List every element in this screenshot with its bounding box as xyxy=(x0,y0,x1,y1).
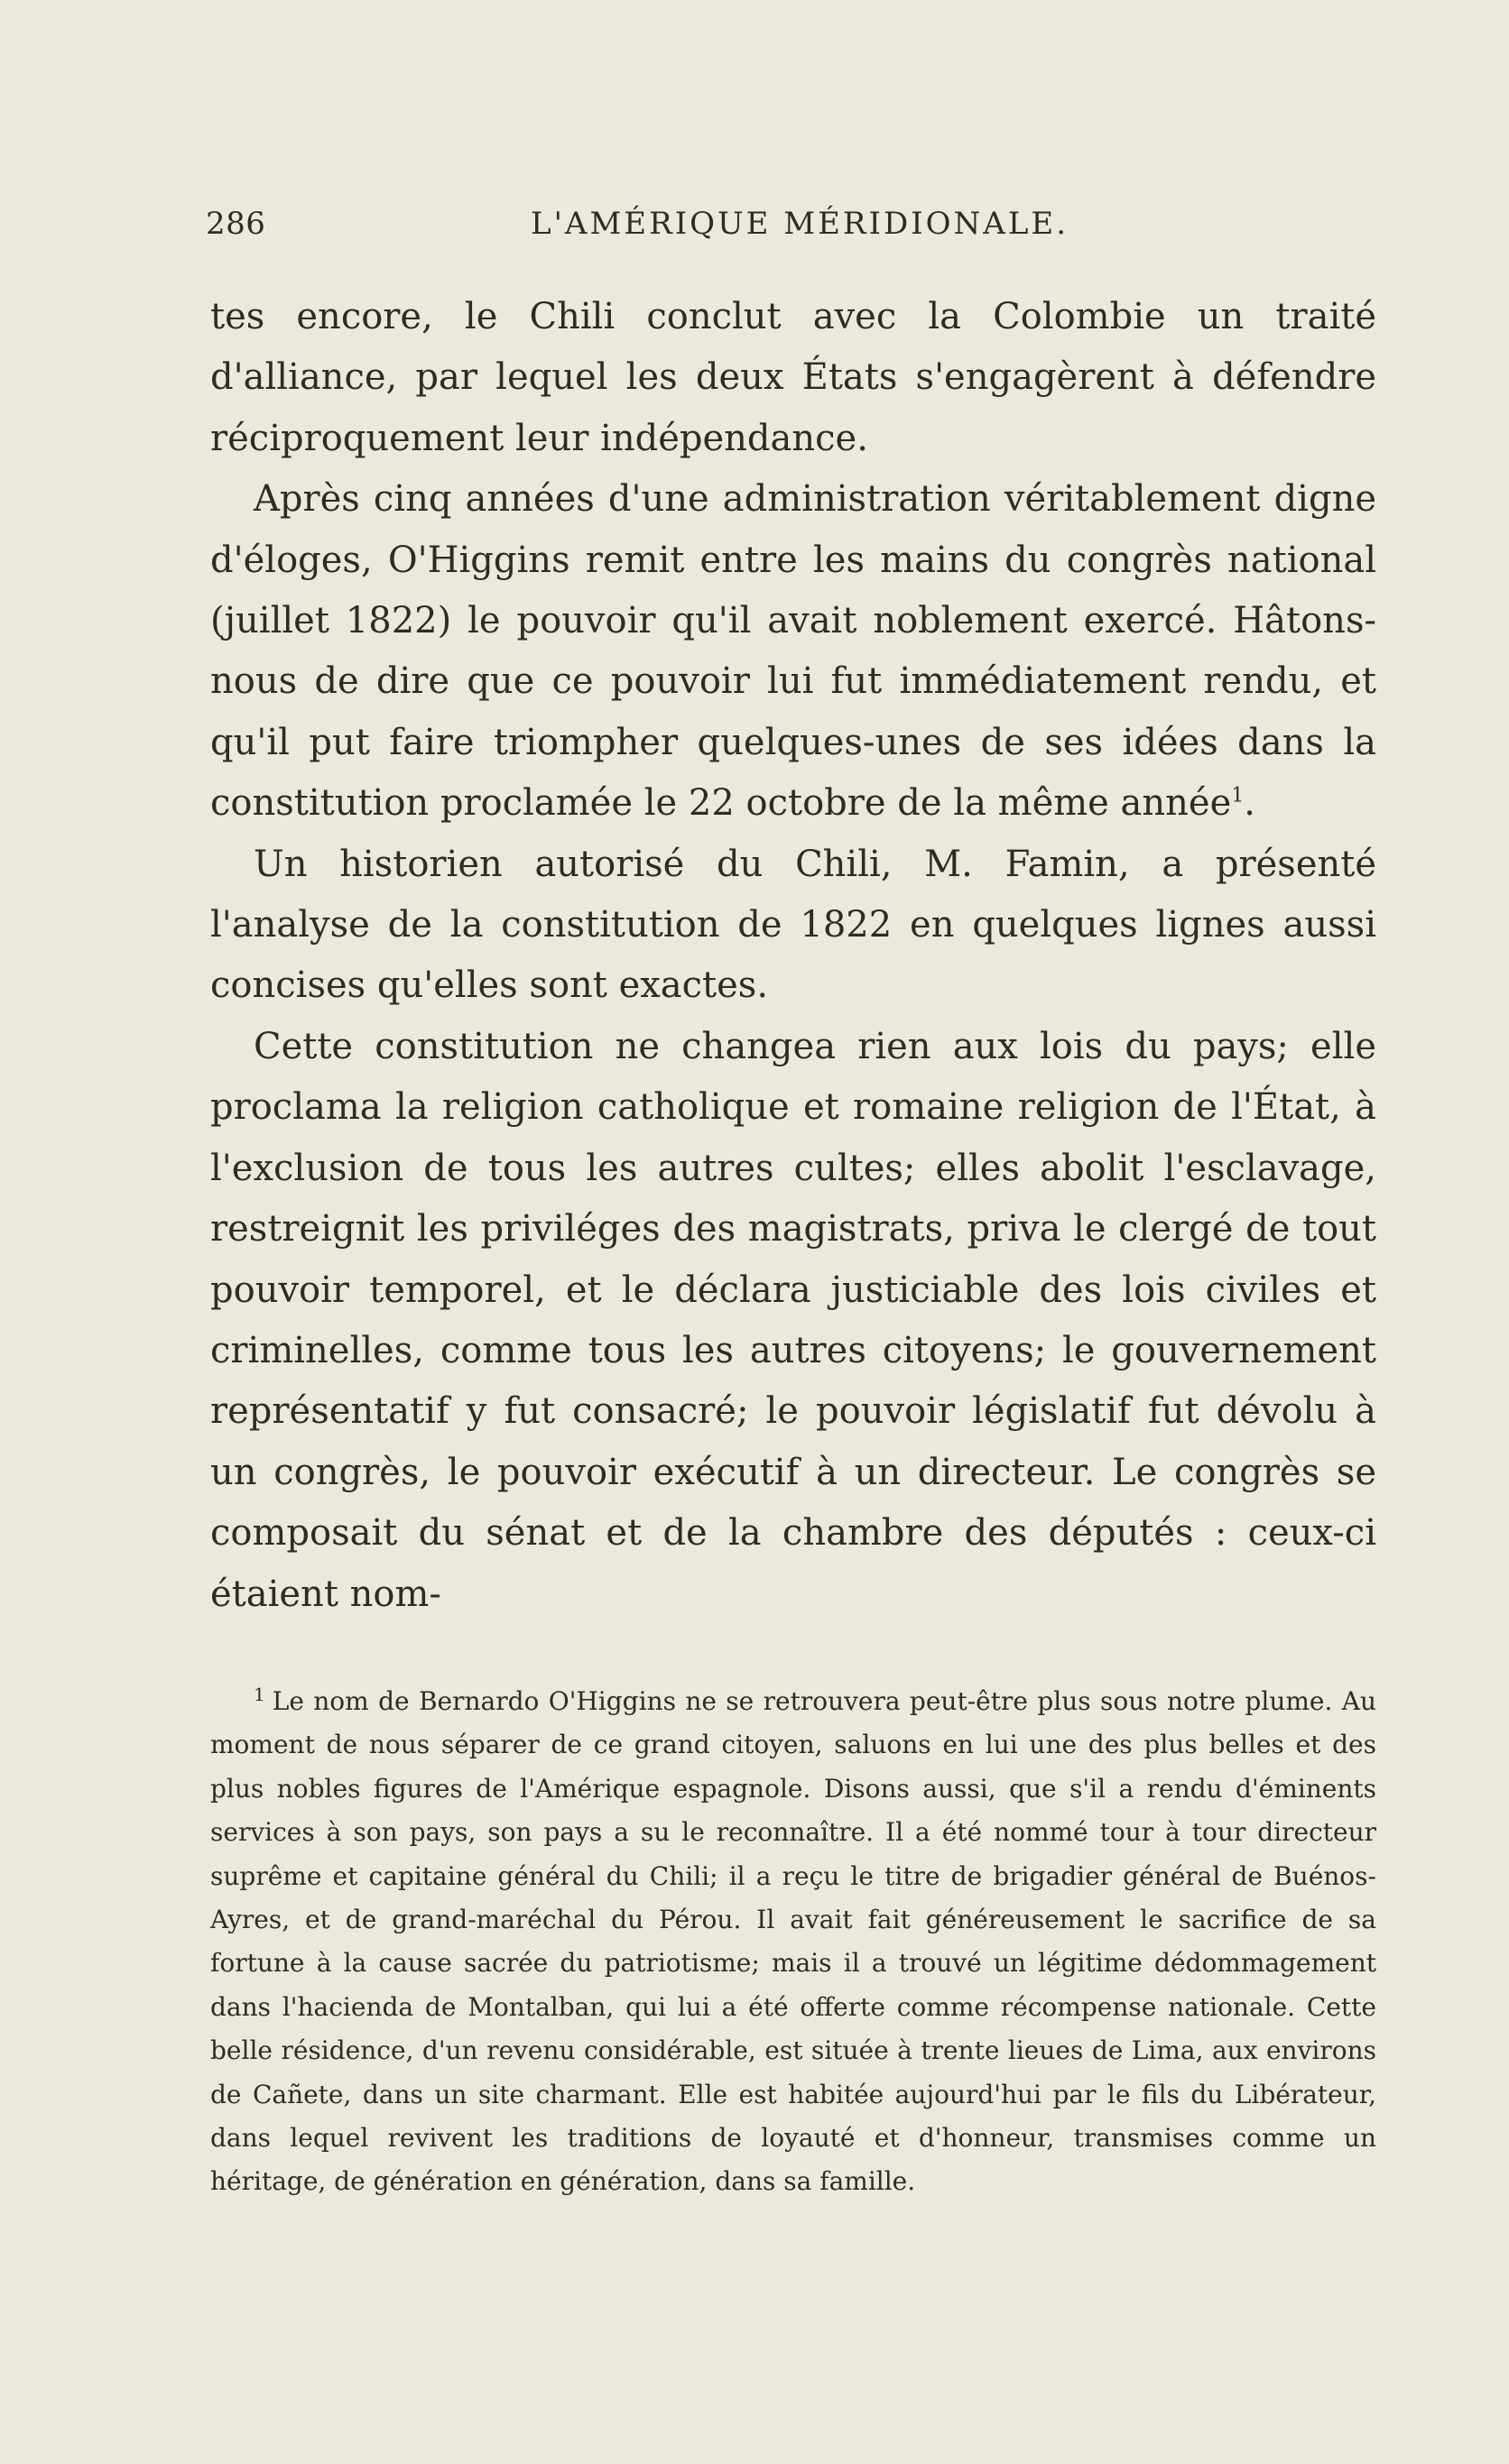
paragraph-1: tes encore, le Chili conclut avec la Colombie un traité d'alliance, par lequel les deux États s'engagèrent à défendre réciproquement leur indépendance. xyxy=(210,296,1376,459)
footnote-paragraph xyxy=(210,1680,1376,2204)
footnote-marker: 1 xyxy=(254,1683,265,1705)
footnote-reference: 1 xyxy=(1231,784,1245,807)
page-number: 286 xyxy=(206,206,266,242)
footnote-text: Le nom de Bernardo O'Higgins ne se retrouvera peut-être plus sous notre plume. Au moment de nous séparer de ce grand citoyen, saluons en lui une des plus belles et des plus nobles figures de l'Amérique espagnole. Disons aussi, que s'il a rendu d'éminents services à son pays, son pays a su le reconnaître. Il a été nommé tour à tour directeur suprême et capitaine général du Chili; il a reçu le titre de brigadier général de Buénos-Ayres, et de grand-maréchal du Pérou. Il avait fait généreusement le sacrifice de sa fortune à la cause sacrée du patriotisme; mais il a trouvé un légitime dédommagement dans l'hacienda de Montalban, qui lui a été offerte comme récompense nationale. Cette belle résidence, d'un revenu considérable, est située à trente lieues de Lima, aux environs de Cañete, dans un site charmant. Elle est habitée aujourd'hui par le fils du Libérateur, dans lequel revivent les traditions de loyauté et d'honneur, transmises comme un héritage, de génération en génération, dans sa famille. xyxy=(210,1686,1376,2197)
paragraph-2 xyxy=(210,469,1376,834)
paragraph-2-text: Après cinq années d'une administration véritablement digne d'éloges, O'Higgins remit entre les mains du congrès national (juillet 1822) le pouvoir qu'il avait noblement exercé. Hâtons-nous de dire que ce pouvoir lui fut immédiatement rendu, et qu'il put faire triompher quelques-unes de ses idées dans la constitution proclamée le 22 octobre de la même année xyxy=(210,478,1376,825)
paragraph-4: Cette constitution ne changea rien aux lois du pays; elle proclama la religion catholique et romaine religion de l'État, à l'exclusion de tous les autres cultes; elles abolit l'esclavage, restreignit les priviléges des magistrats, priva le clergé de tout pouvoir temporel, et le déclara justiciable des lois civiles et criminelles, comme tous les autres citoyens; le gouvernement représentatif y fut consacré; le pouvoir législatif fut dévolu à un congrès, le pouvoir exécutif à un directeur. Le congrès se composait du sénat et de la chambre des députés : ceux-ci étaient nom- xyxy=(210,1025,1376,1615)
running-title: L'AMÉRIQUE MÉRIDIONALE. xyxy=(531,206,1069,242)
paragraph-2-end: . xyxy=(1244,782,1255,825)
page-header xyxy=(206,206,1379,260)
main-text xyxy=(210,287,1376,1625)
footnote xyxy=(210,1680,1376,2204)
paragraph-3: Un historien autorisé du Chili, M. Famin, a présenté l'analyse de la constitution de 1822 en quelques lignes aussi concises qu'elles sont exactes. xyxy=(210,843,1376,1007)
